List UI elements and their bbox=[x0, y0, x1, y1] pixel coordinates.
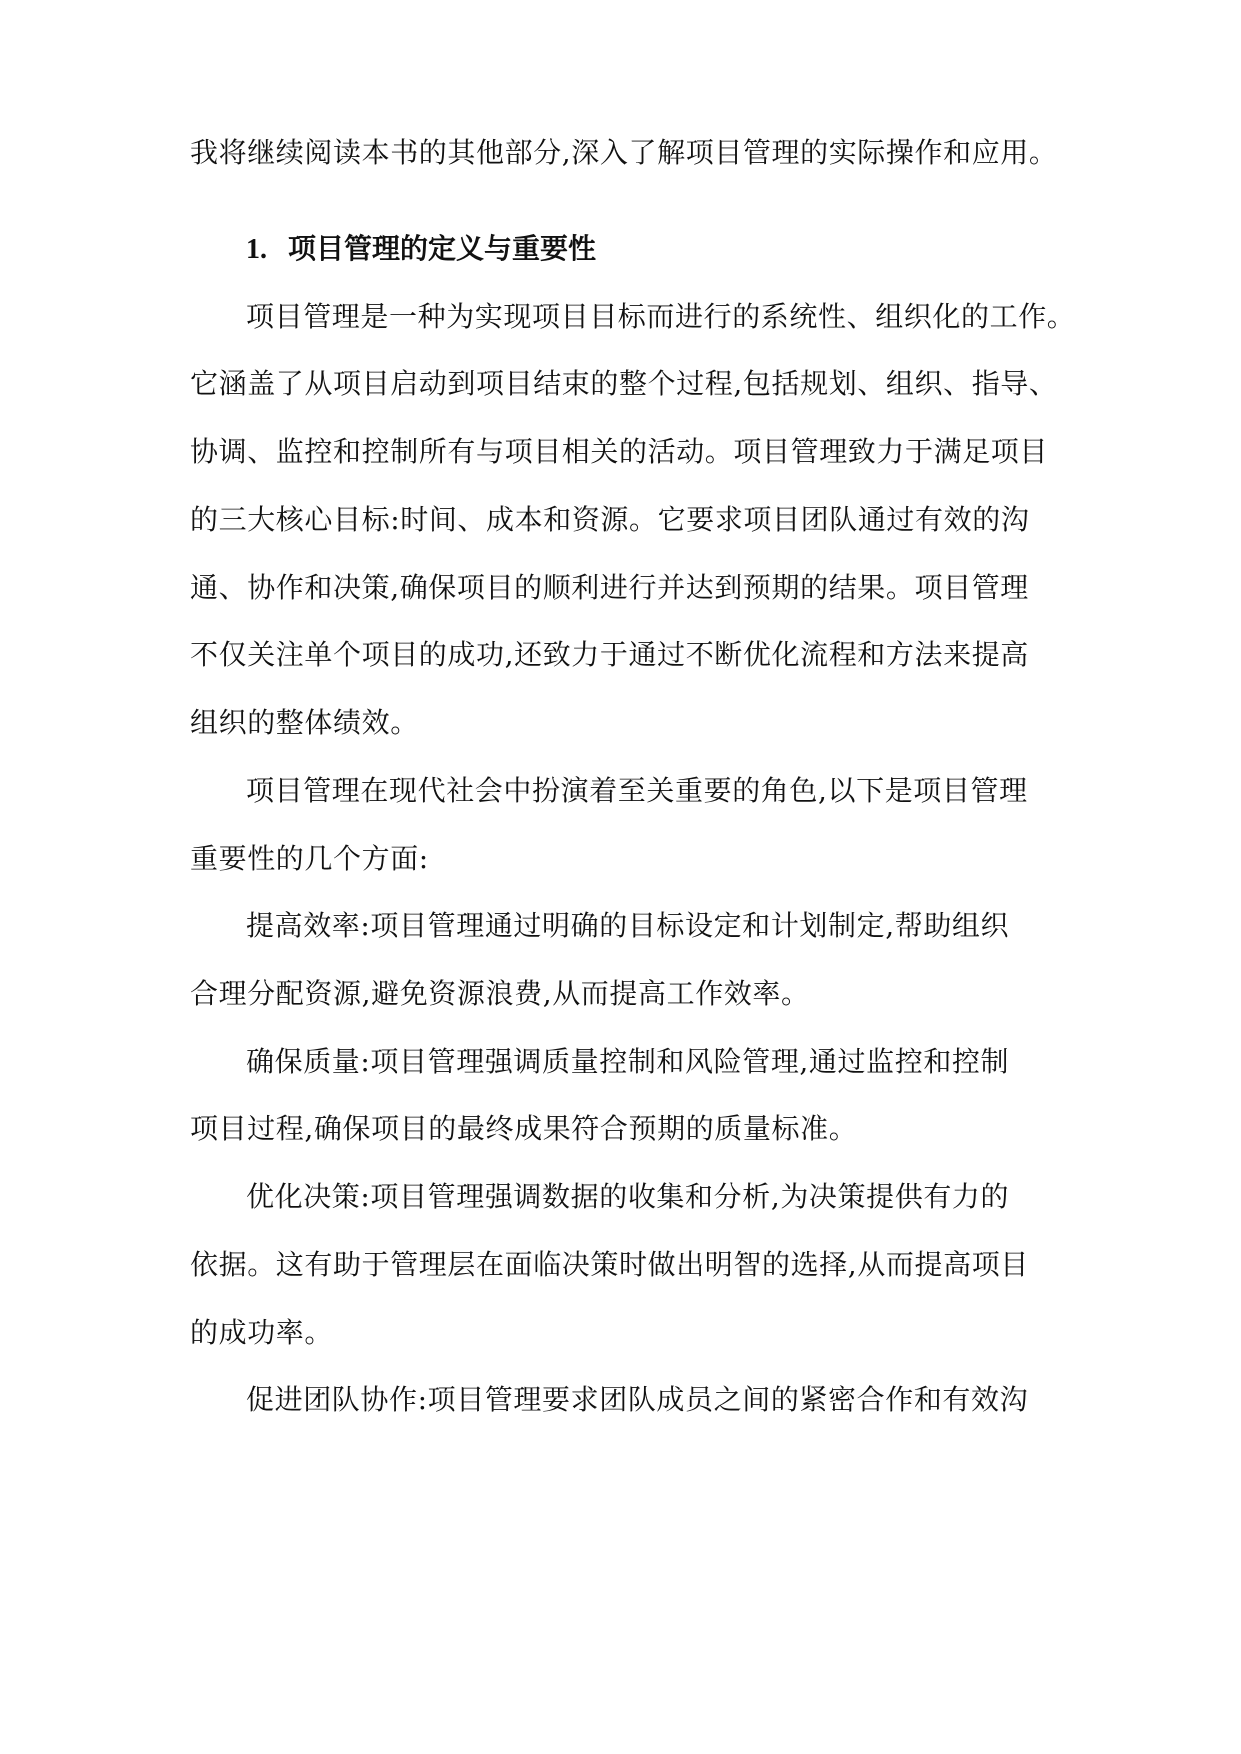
paragraph-line: 它涵盖了从项目启动到项目结束的整个过程,包括规划、组织、指导、 bbox=[190, 367, 1058, 400]
paragraph-line: 依据。这有助于管理层在面临决策时做出明智的选择,从而提高项目 bbox=[190, 1248, 1029, 1281]
paragraph-line: 通、协作和决策,确保项目的顺利进行并达到预期的结果。项目管理 bbox=[190, 571, 1029, 604]
paragraph-line: 项目过程,确保项目的最终成果符合预期的质量标准。 bbox=[190, 1112, 858, 1145]
paragraph-line: 促进团队协作:项目管理要求团队成员之间的紧密合作和有效沟 bbox=[246, 1383, 1029, 1416]
heading-title: 项目管理的定义与重要性 bbox=[288, 232, 597, 265]
section-heading bbox=[246, 229, 596, 270]
paragraph-line: 我将继续阅读本书的其他部分,深入了解项目管理的实际操作和应用。 bbox=[190, 136, 1058, 169]
paragraph-line: 项目管理是一种为实现项目目标而进行的系统性、组织化的工作。 bbox=[246, 300, 1076, 333]
paragraph-line: 的成功率。 bbox=[190, 1316, 334, 1349]
paragraph-line: 的三大核心目标:时间、成本和资源。它要求项目团队通过有效的沟 bbox=[190, 503, 1030, 536]
paragraph-line: 协调、监控和控制所有与项目相关的活动。项目管理致力于满足项目 bbox=[190, 435, 1049, 468]
paragraph-line: 不仅关注单个项目的成功,还致力于通过不断优化流程和方法来提高 bbox=[190, 638, 1029, 671]
paragraph-line: 项目管理在现代社会中扮演着至关重要的角色,以下是项目管理 bbox=[246, 774, 1028, 807]
paragraph-line: 合理分配资源,避免资源浪费,从而提高工作效率。 bbox=[190, 977, 810, 1010]
paragraph-line: 确保质量:项目管理强调质量控制和风险管理,通过监控和控制 bbox=[246, 1045, 1010, 1078]
paragraph-line: 重要性的几个方面: bbox=[190, 842, 429, 875]
paragraph-line: 优化决策:项目管理强调数据的收集和分析,为决策提供有力的 bbox=[246, 1180, 1010, 1213]
heading-number: 1. bbox=[246, 234, 267, 265]
paragraph-line: 组织的整体绩效。 bbox=[190, 706, 419, 739]
paragraph-line: 提高效率:项目管理通过明确的目标设定和计划制定,帮助组织 bbox=[246, 909, 1010, 942]
